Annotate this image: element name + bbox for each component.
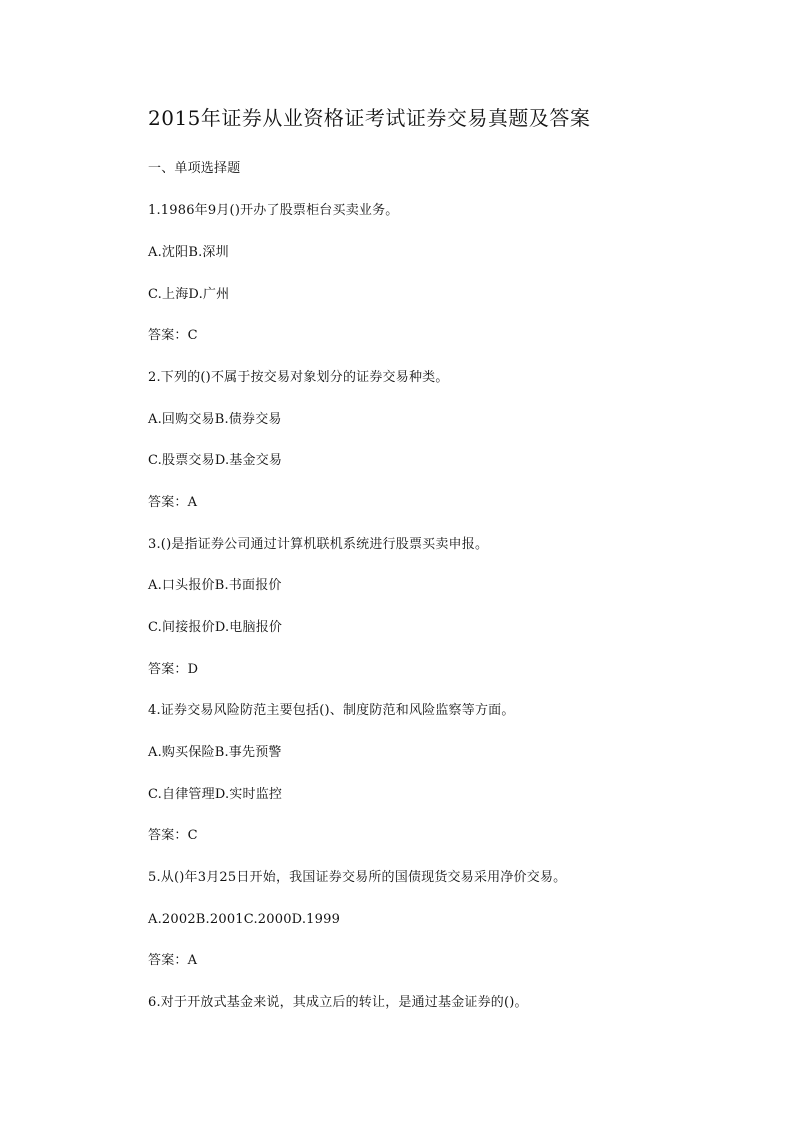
- question-2-answer: 答案：A: [148, 495, 198, 510]
- question-3-options-a-b: A.口头报价B.书面报价: [148, 578, 282, 593]
- document-title: 2015年证券从业资格证考试证券交易真题及答案: [148, 106, 591, 130]
- question-3-options-c-d: C.间接报价D.电脑报价: [148, 620, 283, 635]
- question-4: 4.证券交易风险防范主要包括()、制度防范和风险监察等方面。: [148, 703, 515, 718]
- question-2-options-c-d: C.股票交易D.基金交易: [148, 453, 283, 468]
- question-5-options: A.2002B.2001C.2000D.1999: [148, 912, 341, 927]
- question-1: 1.1986年9月()开办了股票柜台买卖业务。: [148, 203, 399, 218]
- question-1-options-c-d: C.上海D.广州: [148, 287, 230, 302]
- question-5: 5.从()年3月25日开始，我国证券交易所的国债现货交易采用净价交易。: [148, 870, 567, 885]
- section-heading: 一、单项选择题: [148, 161, 241, 176]
- question-1-options-a-b: A.沈阳B.深圳: [148, 245, 229, 260]
- question-4-options-c-d: C.自律管理D.实时监控: [148, 787, 283, 802]
- question-6: 6.对于开放式基金来说，其成立后的转让，是通过基金证券的()。: [148, 995, 528, 1010]
- question-2-options-a-b: A.回购交易B.债券交易: [148, 412, 282, 427]
- question-3: 3.()是指证券公司通过计算机联机系统进行股票买卖申报。: [148, 537, 489, 552]
- question-4-answer: 答案：C: [148, 828, 198, 843]
- question-4-options-a-b: A.购买保险B.事先预警: [148, 745, 282, 760]
- question-5-answer: 答案：A: [148, 953, 198, 968]
- question-2: 2.下列的()不属于按交易对象划分的证券交易种类。: [148, 370, 449, 385]
- question-3-answer: 答案：D: [148, 662, 199, 677]
- question-1-answer: 答案：C: [148, 328, 198, 343]
